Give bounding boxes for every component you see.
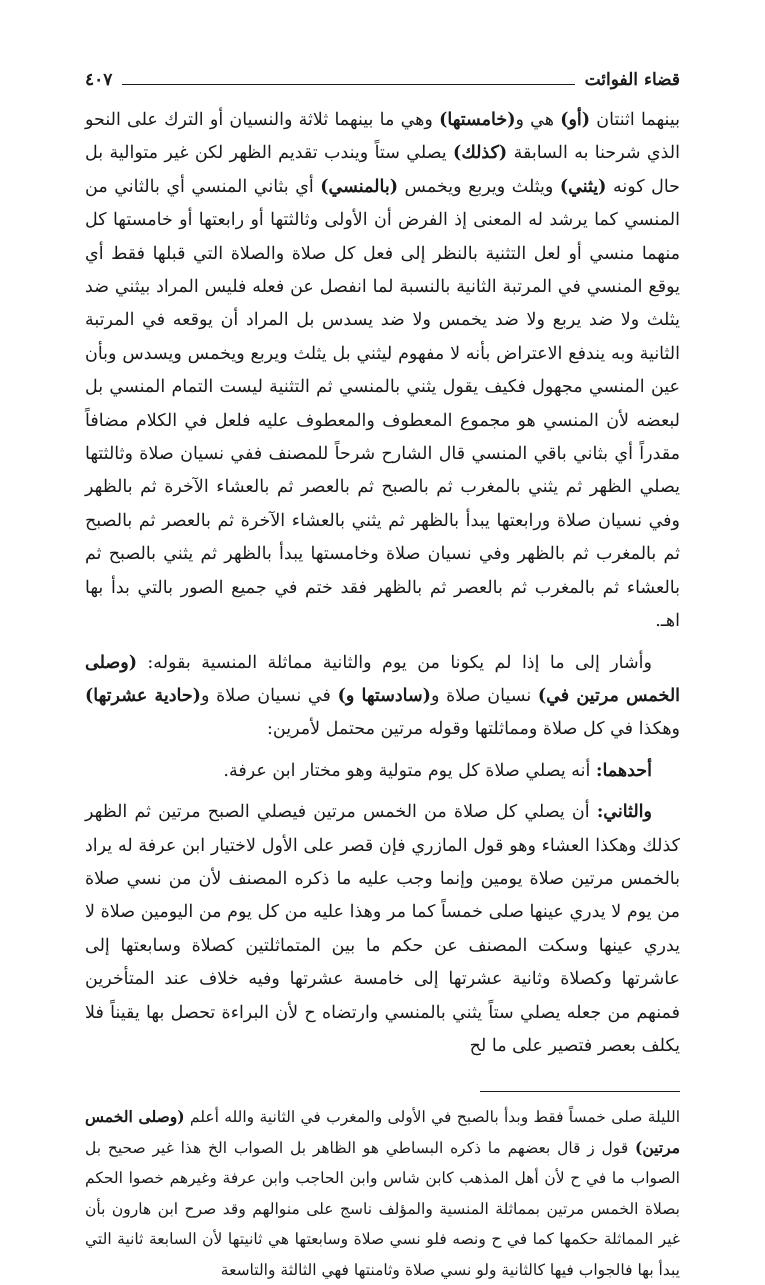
paragraph xyxy=(85,755,680,788)
text-run: يصلي ستاً ويندب تقديم الظهر لكن غير متوالية بل حال كونه xyxy=(85,143,680,197)
text-run: الليلة صلى خمساً فقط وبدأ بالصبح في الأولى والمغرب في الثانية والله أعلم xyxy=(184,1108,681,1127)
bold-term: أحدهما: xyxy=(595,760,652,781)
main-text xyxy=(85,104,680,1063)
text-run: أنه يصلي صلاة كل يوم متولية وهو مختار ابن عرفة. xyxy=(223,760,596,781)
footnote-paragraph xyxy=(85,1102,680,1285)
bold-term: (كذلك) xyxy=(453,143,508,164)
paragraph xyxy=(85,647,680,747)
footnote xyxy=(85,1102,680,1285)
text-run: في نسيان صلاة و xyxy=(200,685,338,706)
bold-term: (وصلى الخمس مرتين في) xyxy=(85,652,681,706)
paragraph xyxy=(85,104,680,639)
page-number: ٤٠٧ xyxy=(85,70,113,90)
text-run: ويثلث ويربع ويخمس xyxy=(397,176,560,197)
text-run: أي بثاني المنسي أي بالثاني من المنسي كما يرشد له المعنى إذ الفرض أن الأولى وثالثتها أو رابعتها أو خامستها كل منهما منسي أو لعل التثنية بالنظر إلى فعل كل صلاة والصلاة التي قبلها فقط أي يوقع المنسي في المرتبة الثانية بالنسبة لما انفصل عن فعله فليس المراد بيثني ضد يثلث ولا ضد يربع ولا ضد يخمس ولا ضد يسدس بل المراد أن يوقعه في المرتبة الثانية وبه يندفع الاعتراض بأنه لا مفهوم ليثني بل يثلث ويربع ويخمس ويسدس وبأن عين المنسي مجهول فكيف يقول يثني بالمنسي ثم التثنية ليست التمام المنسي بل لبعضه لأن المنسي هو مجموع المعطوف والمعطوف عليه فلعل في الكلام مضافاً مقدراً أي بثاني باقي المنسي قال الشارح شرحاً للمصنف ففي نسيان صلاة وثالثتها يصلي الظهر ثم يثني بالمغرب ثم بالصبح ثم بالعصر ثم بالعشاء الآخرة ثم بالظهر وفي نسيان صلاة ورابعتها يبدأ بالظهر ثم يثني بالعشاء الآخرة ثم بالعصر ثم بالصبح ثم بالمغرب ثم بالظهر وفي نسيان صلاة وخامستها يبدأ بالظهر ثم يثني بالصبح ثم بالعشاء ثم بالمغرب ثم بالعصر ثم بالظهر فقد ختم في جميع الصور بالتي بدأ بها اهـ. xyxy=(85,176,680,632)
paragraph xyxy=(85,796,680,1063)
text-run: قول ز قال بعضهم ما ذكره البساطي هو الظاهر بل الصواب الخ هذا غير صحيح بل الصواب ما في ح لأن أهل المذهب كابن شاس وابن الحاجب وابن عرفة وغيرهم خصوا الحكم بصلاة الخمس مرتين بمماثلة المنسية والمؤلف ناسج على منوالهم وقد صرح ابن هارون بأن غير المماثلة حكمها كما في ح ونصه فلو نسي صلاة وسابعتها هي ثانيتها لأن السابعة ثانية التي يبدأ بها فالجواب فيها كالثانية ولو نسي صلاة وثامنتها فهي الثالثة والتاسعة xyxy=(85,1138,680,1279)
chapter-title: قضاء الفوائت xyxy=(584,70,680,90)
text-run: بينهما اثنتان xyxy=(590,110,680,130)
bold-term: (بالمنسي) xyxy=(320,176,398,197)
text-run: هي و xyxy=(515,110,561,130)
text-run: وأشار إلى ما إذا لم يكونا من يوم والثانية مماثلة المنسية بقوله: xyxy=(136,652,652,673)
text-run: وهكذا في كل صلاة ومماثلتها وقوله مرتين محتمل لأمرين: xyxy=(266,719,680,740)
bold-term: (وصلى الخمس مرتين) xyxy=(85,1107,680,1157)
text-run: وهي ما بينهما ثلاثة والنسيان أو الترك على النحو الذي شرحنا به السابقة xyxy=(85,110,681,164)
bold-term: (أو) xyxy=(560,110,591,130)
bold-term: والثاني: xyxy=(596,802,652,823)
running-header xyxy=(85,60,680,90)
bold-term: (سادستها و) xyxy=(337,685,431,706)
text-run: نسيان صلاة و xyxy=(430,685,538,706)
header-rule xyxy=(122,84,574,85)
footnote-divider xyxy=(480,1091,680,1092)
bold-term: (حادية عشرتها) xyxy=(85,685,201,706)
text-run: أن يصلي كل صلاة من الخمس مرتين فيصلي الصبح مرتين ثم الظهر كذلك وهكذا العشاء وهو قول المازري فإن قصر على الأول لاختيار ابن عرفة له يراد بالخمس مرتين صلاة يومين وإنما وجب عليه ما ذكره المصنف لأن من نسي صلاة من يوم لا يدري عينها صلى خمساً كما مر وهذا عليه من كل يوم من اليومين صلاة لا يدري عينها وسكت المصنف عن حكم ما بين المتماثلتين كصلاة وسابعتها إلى عاشرتها وكصلاة وثانية عشرتها إلى خامسة عشرتها وفيه خلاف عند المتأخرين فمنهم من جعله يصلي ستاً يثني بالمنسي وارتضاه ح لأن البراءة تحصل بها يقيناً فلا يكلف بعصر فتصير على ما لح xyxy=(85,802,680,1056)
bold-term: (يثني) xyxy=(559,176,607,197)
bold-term: (خامستها) xyxy=(439,110,516,130)
